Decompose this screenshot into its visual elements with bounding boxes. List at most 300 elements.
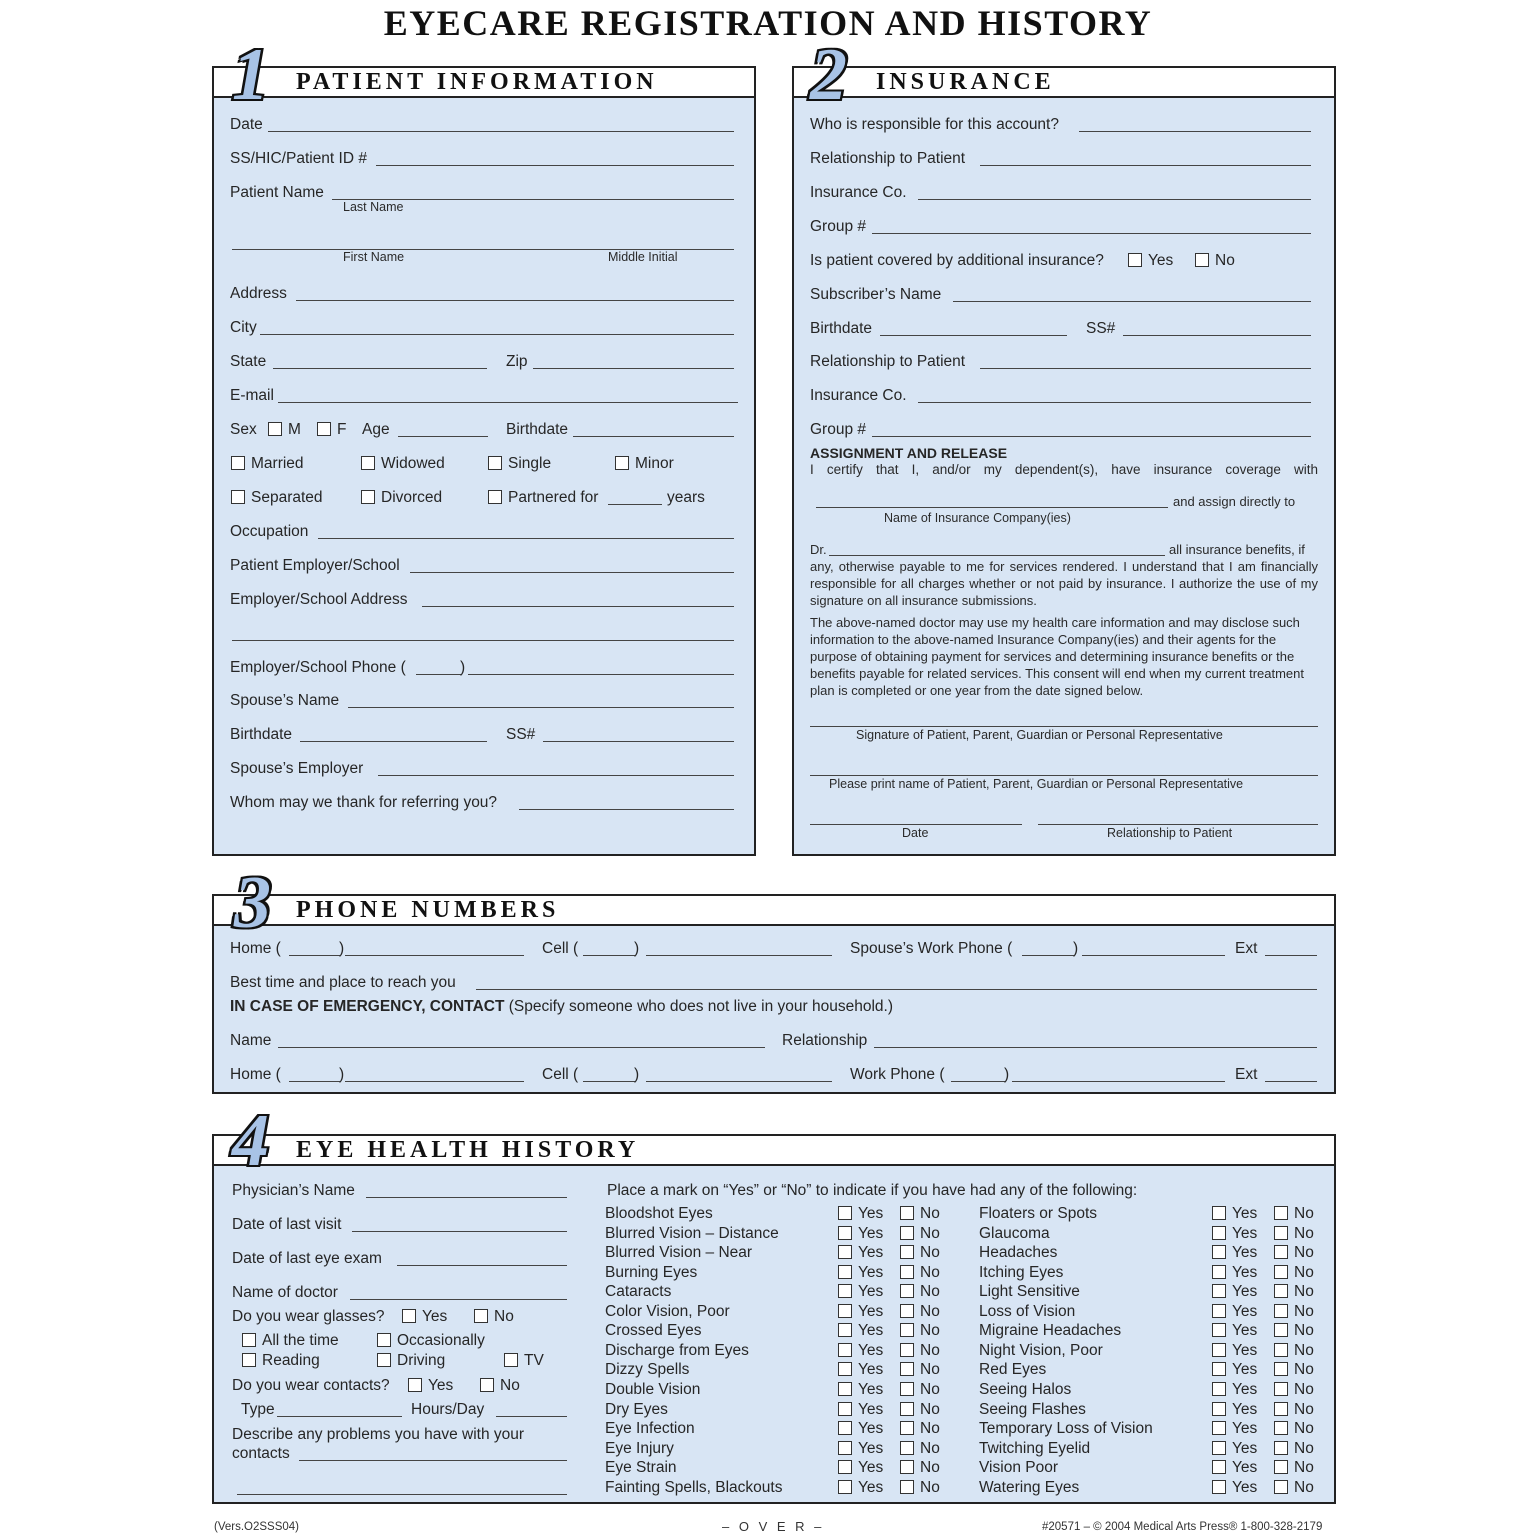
condition-no-checkbox[interactable] <box>900 1322 940 1340</box>
emergency-ext-field[interactable] <box>1265 1081 1317 1082</box>
employer-phone-label: Employer/School Phone ( <box>230 659 406 676</box>
checkbox-icon <box>838 1441 852 1455</box>
no-label: No <box>1294 1341 1314 1359</box>
condition-yes-checkbox[interactable] <box>838 1440 883 1458</box>
condition-row <box>605 1225 960 1245</box>
condition-no-checkbox[interactable] <box>1274 1303 1314 1321</box>
emergency-home-field[interactable] <box>345 1081 524 1082</box>
condition-row <box>979 1225 1334 1245</box>
section-title: INSURANCE <box>876 69 1055 95</box>
birthdate-field[interactable] <box>573 436 734 437</box>
subscriber-ss-field[interactable] <box>1123 335 1311 336</box>
condition-row <box>979 1264 1334 1284</box>
condition-name: Seeing Halos <box>979 1380 1072 1398</box>
responsible-field[interactable] <box>1079 131 1311 132</box>
emergency-cell-label: Cell ( <box>542 1066 579 1083</box>
physician-label: Physician’s Name <box>232 1182 355 1199</box>
condition-row <box>979 1283 1334 1303</box>
sex-f-checkbox[interactable] <box>317 421 346 439</box>
condition-row <box>605 1381 960 1401</box>
subscriber-label: Subscriber’s Name <box>810 286 942 303</box>
yes-label: Yes <box>422 1308 448 1325</box>
checkbox-icon <box>838 1460 852 1474</box>
reading-checkbox[interactable] <box>242 1352 320 1370</box>
condition-yes-checkbox[interactable] <box>1212 1459 1257 1477</box>
emergency-work-area-field[interactable] <box>951 1081 1005 1082</box>
checkbox-icon <box>1274 1265 1288 1279</box>
certify-text: I certify that I, and/or my dependent(s), have insurance coverage with <box>810 462 1318 477</box>
checkbox-icon <box>1274 1480 1288 1494</box>
condition-row <box>979 1479 1334 1499</box>
condition-no-checkbox[interactable] <box>900 1205 940 1223</box>
no-label: No <box>500 1377 520 1394</box>
condition-yes-checkbox[interactable] <box>838 1283 883 1301</box>
condition-no-checkbox[interactable] <box>1274 1459 1314 1477</box>
condition-no-checkbox[interactable] <box>1274 1381 1314 1399</box>
no-label: No <box>1294 1459 1314 1477</box>
address-field[interactable] <box>296 300 734 301</box>
condition-yes-checkbox[interactable] <box>1212 1420 1257 1438</box>
no-label: No <box>920 1380 940 1398</box>
signature-field[interactable] <box>810 726 1318 727</box>
yes-label: Yes <box>1232 1361 1258 1379</box>
employer-address-field[interactable] <box>422 606 734 607</box>
best-time-field[interactable] <box>476 989 1317 990</box>
condition-yes-checkbox[interactable] <box>1212 1361 1257 1379</box>
doctor-name-field[interactable] <box>829 555 1165 556</box>
birthdate-label: Birthdate <box>506 421 569 438</box>
divorced-checkbox[interactable] <box>361 489 442 507</box>
condition-yes-checkbox[interactable] <box>1212 1205 1257 1223</box>
checkbox-icon <box>1212 1304 1226 1318</box>
checkbox-icon <box>1274 1460 1288 1474</box>
patient-id-field[interactable] <box>376 165 734 166</box>
yes-label: Yes <box>858 1361 884 1379</box>
home-phone-field[interactable] <box>345 955 524 956</box>
glasses-yes-checkbox[interactable] <box>402 1308 447 1326</box>
occasionally-checkbox[interactable] <box>377 1332 485 1350</box>
emergency-relationship-field[interactable] <box>874 1047 1317 1048</box>
condition-row <box>979 1303 1334 1323</box>
condition-yes-checkbox[interactable] <box>838 1459 883 1477</box>
last-exam-label: Date of last eye exam <box>232 1250 382 1267</box>
condition-name: Discharge from Eyes <box>605 1341 749 1359</box>
condition-name: Night Vision, Poor <box>979 1341 1103 1359</box>
condition-yes-checkbox[interactable] <box>838 1479 883 1497</box>
condition-no-checkbox[interactable] <box>900 1420 940 1438</box>
condition-row <box>979 1381 1334 1401</box>
print-name-field[interactable] <box>810 775 1318 776</box>
condition-no-checkbox[interactable] <box>900 1479 940 1497</box>
checkbox-icon <box>480 1378 494 1392</box>
condition-yes-checkbox[interactable] <box>1212 1479 1257 1497</box>
checkbox-icon <box>361 490 375 504</box>
checkbox-icon <box>1274 1421 1288 1435</box>
emergency-cell-close: ) <box>634 1066 640 1083</box>
partnered-checkbox[interactable] <box>488 489 598 507</box>
condition-no-checkbox[interactable] <box>1274 1440 1314 1458</box>
date-caption: Date <box>902 826 929 840</box>
checkbox-icon <box>1274 1304 1288 1318</box>
condition-name: Fainting Spells, Blackouts <box>605 1478 783 1496</box>
checkbox-icon <box>900 1343 914 1357</box>
condition-row <box>605 1244 960 1264</box>
condition-no-checkbox[interactable] <box>900 1225 940 1243</box>
condition-no-checkbox[interactable] <box>900 1401 940 1419</box>
describe-field-line2[interactable] <box>237 1494 567 1495</box>
yes-label: Yes <box>858 1244 884 1262</box>
checkbox-icon <box>1274 1323 1288 1337</box>
zip-field[interactable] <box>533 368 734 369</box>
married-label: Married <box>251 455 304 472</box>
cell-phone-close: ) <box>634 940 640 957</box>
condition-row <box>979 1205 1334 1225</box>
separated-checkbox[interactable] <box>231 489 323 507</box>
yes-label: Yes <box>428 1377 454 1394</box>
describe-field[interactable] <box>299 1460 567 1461</box>
referral-field[interactable] <box>519 809 734 810</box>
yes-label: Yes <box>858 1341 884 1359</box>
condition-yes-checkbox[interactable] <box>1212 1244 1257 1262</box>
occupation-field[interactable] <box>318 538 734 539</box>
checkbox-icon <box>1195 253 1209 267</box>
contact-type-field[interactable] <box>277 1416 402 1417</box>
spouse-ss-label: SS# <box>506 726 536 743</box>
years-label: years <box>667 489 705 506</box>
checkbox-icon <box>838 1206 852 1220</box>
condition-no-checkbox[interactable] <box>900 1361 940 1379</box>
checkbox-icon <box>838 1226 852 1240</box>
checkbox-icon <box>1274 1284 1288 1298</box>
checkbox-icon <box>1274 1226 1288 1240</box>
no-label: No <box>1294 1361 1314 1379</box>
condition-yes-checkbox[interactable] <box>1212 1283 1257 1301</box>
condition-no-checkbox[interactable] <box>1274 1479 1314 1497</box>
sex-label: Sex <box>230 421 257 438</box>
condition-yes-checkbox[interactable] <box>838 1225 883 1243</box>
yes-label: Yes <box>858 1420 884 1438</box>
employer-label: Patient Employer/School <box>230 557 400 574</box>
yes-label: Yes <box>858 1439 884 1457</box>
date-field[interactable] <box>268 131 734 132</box>
section-title: PHONE NUMBERS <box>296 897 560 923</box>
insurance-co-field[interactable] <box>918 199 1311 200</box>
cell-phone-field[interactable] <box>646 955 832 956</box>
subscriber-birthdate-field[interactable] <box>880 335 1067 336</box>
relationship2-label: Relationship to Patient <box>810 353 966 370</box>
condition-row <box>605 1459 960 1479</box>
emergency-work-field[interactable] <box>1012 1081 1225 1082</box>
condition-no-checkbox[interactable] <box>1274 1244 1314 1262</box>
condition-row <box>605 1420 960 1440</box>
checkbox-icon <box>1212 1206 1226 1220</box>
last-exam-field[interactable] <box>397 1265 567 1266</box>
no-label: No <box>1294 1283 1314 1301</box>
spouse-work-phone-label: Spouse’s Work Phone ( <box>850 940 1013 957</box>
home-area-code-field[interactable] <box>289 955 340 956</box>
partnered-years-field[interactable] <box>608 504 662 505</box>
contacts-yes-checkbox[interactable] <box>408 1377 453 1395</box>
subscriber-field[interactable] <box>953 301 1311 302</box>
condition-name: Headaches <box>979 1244 1058 1262</box>
authorization-paragraph: any, otherwise payable to me for services rendered. I understand that I am financially responsible for all charges whether or not paid by insurance. I authorize the use of my signature on all insurance submissions. <box>810 559 1318 608</box>
emergency-cell-field[interactable] <box>646 1081 832 1082</box>
employer-phone-field[interactable] <box>468 674 734 675</box>
yes-label: Yes <box>1232 1302 1258 1320</box>
condition-no-checkbox[interactable] <box>1274 1205 1314 1223</box>
checkbox-icon <box>900 1226 914 1240</box>
emergency-cell-area-field[interactable] <box>583 1081 635 1082</box>
checkbox-icon <box>1212 1402 1226 1416</box>
describe-label-1: Describe any problems you have with your <box>232 1426 525 1443</box>
group-field[interactable] <box>872 233 1311 234</box>
condition-yes-checkbox[interactable] <box>838 1303 883 1321</box>
spouse-birthdate-label: Birthdate <box>230 726 293 743</box>
condition-row <box>979 1361 1334 1381</box>
emergency-name-field[interactable] <box>278 1047 765 1048</box>
last-visit-field[interactable] <box>352 1231 567 1232</box>
all-benefits-text: all insurance benefits, if <box>1169 542 1305 557</box>
condition-yes-checkbox[interactable] <box>838 1381 883 1399</box>
condition-no-checkbox[interactable] <box>1274 1420 1314 1438</box>
condition-name: Itching Eyes <box>979 1263 1064 1281</box>
all-time-label: All the time <box>262 1332 339 1349</box>
no-label: No <box>1294 1205 1314 1222</box>
condition-yes-checkbox[interactable] <box>838 1205 883 1223</box>
city-field[interactable] <box>260 334 734 335</box>
condition-no-checkbox[interactable] <box>1274 1225 1314 1243</box>
condition-yes-checkbox[interactable] <box>1212 1440 1257 1458</box>
relationship2-field[interactable] <box>980 368 1311 369</box>
spouse-work-phone-field[interactable] <box>1082 955 1225 956</box>
checkbox-icon <box>1212 1441 1226 1455</box>
insurance-co2-field[interactable] <box>918 402 1311 403</box>
divorced-label: Divorced <box>381 489 443 506</box>
checkbox-icon <box>377 1333 391 1347</box>
phone-numbers-section <box>212 894 1336 1094</box>
age-field[interactable] <box>398 436 488 437</box>
state-label: State <box>230 353 267 370</box>
checkbox-icon <box>1212 1382 1226 1396</box>
last-name-caption: Last Name <box>343 200 404 214</box>
additional-yes-checkbox[interactable] <box>1128 252 1173 270</box>
checkbox-icon <box>1274 1441 1288 1455</box>
section-number-2: 2 <box>810 34 847 116</box>
condition-yes-checkbox[interactable] <box>838 1401 883 1419</box>
condition-row <box>979 1342 1334 1362</box>
condition-no-checkbox[interactable] <box>900 1381 940 1399</box>
yes-label: Yes <box>858 1283 884 1301</box>
section-header <box>214 68 754 98</box>
insurance-co-label: Insurance Co. <box>810 184 907 201</box>
glasses-no-checkbox[interactable] <box>474 1308 514 1326</box>
checkbox-icon <box>900 1480 914 1494</box>
no-label: No <box>920 1400 940 1418</box>
checkbox-icon <box>838 1382 852 1396</box>
no-label: No <box>920 1302 940 1320</box>
hours-field[interactable] <box>496 1416 567 1417</box>
cell-phone-label: Cell ( <box>542 940 579 957</box>
address-label: Address <box>230 285 287 302</box>
condition-row <box>605 1322 960 1342</box>
condition-yes-checkbox[interactable] <box>1212 1342 1257 1360</box>
minor-checkbox[interactable] <box>615 455 674 473</box>
checkbox-icon <box>242 1353 256 1367</box>
checkbox-icon <box>1212 1480 1226 1494</box>
relationship-signature-field[interactable] <box>1038 824 1318 825</box>
spouse-name-field[interactable] <box>348 707 734 708</box>
condition-no-checkbox[interactable] <box>900 1244 940 1262</box>
form-title: EYECARE REGISTRATION AND HISTORY <box>383 3 1153 43</box>
condition-no-checkbox[interactable] <box>900 1342 940 1360</box>
condition-no-checkbox[interactable] <box>1274 1322 1314 1340</box>
section-header <box>794 68 1334 98</box>
assign-directly-text: and assign directly to <box>1173 494 1296 509</box>
no-label: No <box>1294 1380 1314 1398</box>
insurance-co2-label: Insurance Co. <box>810 387 907 404</box>
condition-yes-checkbox[interactable] <box>1212 1225 1257 1243</box>
no-label: No <box>920 1205 940 1222</box>
condition-yes-checkbox[interactable] <box>838 1420 883 1438</box>
condition-yes-checkbox[interactable] <box>1212 1401 1257 1419</box>
checkbox-icon <box>1212 1362 1226 1376</box>
partnered-label: Partnered for <box>508 489 599 506</box>
condition-yes-checkbox[interactable] <box>838 1361 883 1379</box>
condition-no-checkbox[interactable] <box>900 1440 940 1458</box>
condition-yes-checkbox[interactable] <box>1212 1264 1257 1282</box>
no-label: No <box>1294 1263 1314 1281</box>
spouse-birthdate-field[interactable] <box>300 741 487 742</box>
no-label: No <box>1294 1224 1314 1242</box>
condition-name: Vision Poor <box>979 1459 1058 1477</box>
single-label: Single <box>508 455 552 472</box>
condition-yes-checkbox[interactable] <box>1212 1303 1257 1321</box>
employer-address-line2[interactable] <box>232 640 734 641</box>
spouse-work-area-code-field[interactable] <box>1022 955 1074 956</box>
spouse-ss-field[interactable] <box>543 741 734 742</box>
no-label: No <box>494 1308 514 1325</box>
checkbox-icon <box>615 456 629 470</box>
contacts-no-checkbox[interactable] <box>480 1377 520 1395</box>
widowed-label: Widowed <box>381 455 445 472</box>
checkbox-icon <box>1212 1460 1226 1474</box>
tv-checkbox[interactable] <box>504 1352 544 1370</box>
condition-yes-checkbox[interactable] <box>838 1244 883 1262</box>
checkbox-icon <box>900 1460 914 1474</box>
all-time-checkbox[interactable] <box>242 1332 339 1350</box>
checkbox-icon <box>1128 253 1142 267</box>
condition-yes-checkbox[interactable] <box>838 1342 883 1360</box>
contact-type-label: Type <box>241 1401 275 1418</box>
condition-no-checkbox[interactable] <box>900 1303 940 1321</box>
condition-no-checkbox[interactable] <box>1274 1264 1314 1282</box>
group2-label: Group # <box>810 421 867 438</box>
yes-label: Yes <box>1232 1439 1258 1457</box>
driving-checkbox[interactable] <box>377 1352 445 1370</box>
no-label: No <box>1294 1478 1314 1496</box>
condition-yes-checkbox[interactable] <box>1212 1322 1257 1340</box>
city-label: City <box>230 319 257 336</box>
condition-row <box>605 1479 960 1499</box>
condition-yes-checkbox[interactable] <box>838 1322 883 1340</box>
signature-date-field[interactable] <box>810 824 1022 825</box>
no-label: No <box>920 1322 940 1340</box>
yes-label: Yes <box>1232 1400 1258 1418</box>
condition-no-checkbox[interactable] <box>900 1459 940 1477</box>
ext-field[interactable] <box>1265 955 1317 956</box>
married-checkbox[interactable] <box>231 455 304 473</box>
condition-name: Eye Strain <box>605 1459 677 1477</box>
checkbox-icon <box>1212 1323 1226 1337</box>
sex-m-checkbox[interactable] <box>268 421 301 439</box>
checkbox-icon <box>900 1265 914 1279</box>
condition-no-checkbox[interactable] <box>1274 1401 1314 1419</box>
condition-no-checkbox[interactable] <box>900 1264 940 1282</box>
print-name-caption: Please print name of Patient, Parent, Guardian or Personal Representative <box>829 777 1244 791</box>
section-number-4: 4 <box>232 1100 269 1182</box>
spouse-employer-field[interactable] <box>378 775 734 776</box>
condition-yes-checkbox[interactable] <box>838 1264 883 1282</box>
doctor-field[interactable] <box>350 1299 567 1300</box>
condition-no-checkbox[interactable] <box>900 1283 940 1301</box>
relationship-field[interactable] <box>980 165 1311 166</box>
group2-field[interactable] <box>872 436 1311 437</box>
email-field[interactable] <box>278 402 738 403</box>
checkbox-icon <box>268 422 282 436</box>
age-label: Age <box>362 421 390 438</box>
physician-field[interactable] <box>366 1197 567 1198</box>
checkbox-icon <box>231 456 245 470</box>
state-field[interactable] <box>273 368 487 369</box>
condition-name: Temporary Loss of Vision <box>979 1420 1153 1438</box>
single-checkbox[interactable] <box>488 455 551 473</box>
checkbox-icon <box>900 1441 914 1455</box>
checkbox-icon <box>488 456 502 470</box>
home-phone-close: ) <box>339 940 345 957</box>
condition-row <box>605 1264 960 1284</box>
employer-field[interactable] <box>410 572 734 573</box>
widowed-checkbox[interactable] <box>361 455 445 473</box>
condition-no-checkbox[interactable] <box>1274 1361 1314 1379</box>
condition-row <box>979 1244 1334 1264</box>
insurance-company-field[interactable] <box>816 507 1168 508</box>
zip-label: Zip <box>506 353 528 370</box>
condition-no-checkbox[interactable] <box>1274 1283 1314 1301</box>
employer-area-code-field[interactable] <box>416 674 461 675</box>
additional-insurance-label: Is patient covered by additional insurance? <box>810 252 1104 269</box>
no-label: No <box>920 1420 940 1438</box>
condition-yes-checkbox[interactable] <box>1212 1381 1257 1399</box>
yes-label: Yes <box>858 1224 884 1242</box>
condition-no-checkbox[interactable] <box>1274 1342 1314 1360</box>
yes-label: Yes <box>1232 1263 1258 1281</box>
employer-address-label: Employer/School Address <box>230 591 408 608</box>
emergency-home-area-field[interactable] <box>289 1081 340 1082</box>
additional-no-checkbox[interactable] <box>1195 252 1235 270</box>
checkbox-icon <box>1212 1245 1226 1259</box>
yes-label: Yes <box>1232 1380 1258 1398</box>
yes-label: Yes <box>1232 1341 1258 1359</box>
no-label: No <box>920 1224 940 1242</box>
dr-label: Dr. <box>810 542 827 557</box>
cell-area-code-field[interactable] <box>583 955 635 956</box>
no-label: No <box>920 1244 940 1262</box>
checkbox-icon <box>474 1309 488 1323</box>
checkbox-icon <box>1212 1265 1226 1279</box>
yes-label: Yes <box>1148 252 1174 269</box>
condition-name: Blurred Vision – Near <box>605 1244 753 1262</box>
checkbox-icon <box>900 1402 914 1416</box>
